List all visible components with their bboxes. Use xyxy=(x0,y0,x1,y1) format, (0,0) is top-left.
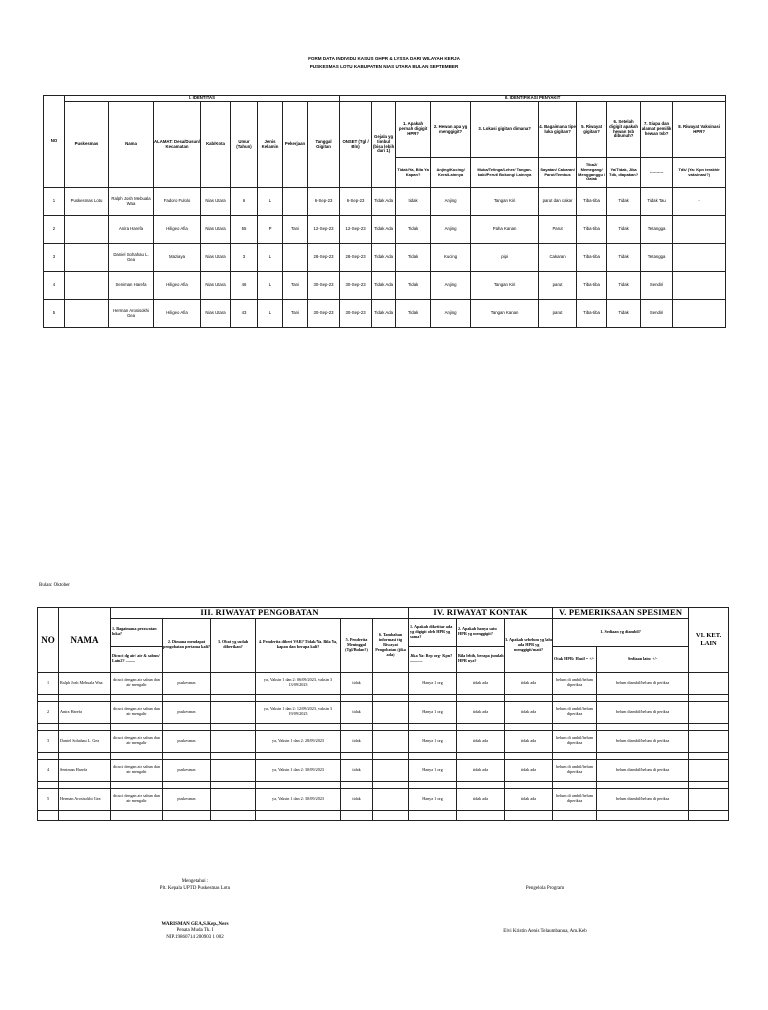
cell-nama: Ralph Josh Mebuala Waa xyxy=(59,672,111,694)
table-row xyxy=(38,672,729,694)
table-row xyxy=(44,188,726,216)
cell-nama: Anira Harefa xyxy=(59,701,111,723)
cell-puskesmas xyxy=(65,244,109,272)
q4-header: 4. Bagaimana tipe luka gigitan? xyxy=(539,102,577,158)
cell-a7: Sendiri xyxy=(641,300,673,328)
treatment-table xyxy=(37,607,729,821)
cell-kontak2: tidak ada xyxy=(457,788,505,810)
q1-sub: Tidak/Ya, Bila Ya Kapan? xyxy=(396,158,431,188)
cell-a5: Tiba-tiba xyxy=(577,300,607,328)
cell-perawatan: dicuci dengan air sabun dan air mengalir xyxy=(111,701,163,723)
cell-kab: Nias Utara xyxy=(201,272,231,300)
cell-ket xyxy=(689,701,729,723)
cell-meninggal: tidak xyxy=(341,759,373,781)
cell-perawatan: dicuci dengan air sabun dan air mengalir xyxy=(111,672,163,694)
sig-right-name: Elvi Kristin Aenis Telaumbanua, Am.Keb xyxy=(503,928,587,934)
cell-ket xyxy=(689,788,729,810)
q5-header: 5. Riwayat gigitan? xyxy=(577,102,607,158)
cell-puskesmas xyxy=(65,216,109,244)
col-umur: Umur (Tahun) xyxy=(231,102,258,188)
cell-nama: Seniman Harefa xyxy=(59,759,111,781)
h1-sub: Dicuci dg air/ air & sabun/ Lain2? ......... xyxy=(111,646,163,672)
cell-kontak2: tidak ada xyxy=(457,730,505,752)
cell-pengobatan: puskesmas xyxy=(163,730,211,752)
table-row xyxy=(44,244,726,272)
p1b-sub: Sediaan lain: +/- xyxy=(597,646,689,672)
cell-no: 2 xyxy=(38,701,59,723)
form-subtitle: PUSKESMAS LOTU KABUPATEN NIAS UTARA BULAN SEPTEMBER xyxy=(309,64,459,69)
cell-jk: L xyxy=(258,300,283,328)
cell-kontak3: tidak ada xyxy=(505,759,553,781)
identity-table xyxy=(43,95,726,328)
cell-tgl: 30-Sep-23 xyxy=(308,300,340,328)
cell-nama: Daniel Sohahau L. Gea xyxy=(59,730,111,752)
cell-kontak2: tidak ada xyxy=(457,759,505,781)
cell-no: 1 xyxy=(44,188,65,216)
cell-kontak2: tidak ada xyxy=(457,672,505,694)
q2-header: 2. Hewan apa yg menggigit? xyxy=(431,102,471,158)
cell-a4: parut xyxy=(539,300,577,328)
cell-tambahan xyxy=(373,788,409,810)
cell-a4: parut dan cakar xyxy=(539,188,577,216)
q1-header: 1. Apakah pernah digigit HPR? xyxy=(396,102,431,158)
q7-header: 7. Siapa dan alamat pemilik hewan tsb? xyxy=(641,102,673,158)
q8-header: 8. Riwayat Vaksinasi HPR? xyxy=(673,102,726,158)
col-onset: ONSET (Tgl / Bln) xyxy=(340,102,372,188)
cell-perawatan: dicuci dengan air sabun dan air mengalir xyxy=(111,730,163,752)
cell-nama: Ralph Josh Mebuala Waa xyxy=(109,188,154,216)
spacer-row xyxy=(38,752,729,759)
cell-nama: Anira Harefa xyxy=(109,216,154,244)
sig-left-rank: Penata Muda Tk. I xyxy=(176,928,214,934)
cell-obat xyxy=(211,730,256,752)
cell-a1: Tidak xyxy=(396,244,431,272)
cell-tambahan xyxy=(373,672,409,694)
cell-a3: Tangan Kiri xyxy=(471,188,539,216)
q4-sub: Sayatan/ Cakaran/ Parut/Tembus xyxy=(539,158,577,188)
cell-nama: Herman Arosisokhi Gea xyxy=(109,300,154,328)
sig-left-name: WARISMAN GEA,S.Kep.,Ners xyxy=(161,921,229,927)
h1-header: 1. Bagaimana perawatan luka? xyxy=(111,618,163,646)
q8-sub: Tdk/ (Ya: Kpn terakhir vaksinasi?) xyxy=(673,158,726,188)
cell-meninggal: tidak xyxy=(341,672,373,694)
sig-left-line1: Mengetahui : xyxy=(181,879,209,884)
col-tgl-gigitan: Tanggal Gigitan xyxy=(308,102,340,188)
cell-perawatan: dicuci dengan air sabun dan air mengalir xyxy=(111,788,163,810)
cell-sediaan-lain: belum diambil/belum di periksa xyxy=(597,730,689,752)
cell-onset: 30-Sep-23 xyxy=(340,272,372,300)
cell-a6: Tidak xyxy=(607,244,641,272)
cell-kontak1: Hanya 1 org xyxy=(409,788,457,810)
cell-a6: Tidak xyxy=(607,272,641,300)
q2-sub: Anjing/Kucing/ Kera/Lainnya xyxy=(431,158,471,188)
cell-a3: Paha Kanan xyxy=(471,216,539,244)
cell-a5: Tiba-tiba xyxy=(577,244,607,272)
table-row xyxy=(44,300,726,328)
cell-a7: Tetangga xyxy=(641,244,673,272)
cell-meninggal: tidak xyxy=(341,730,373,752)
cell-kontak3: tidak ada xyxy=(505,788,553,810)
table-row xyxy=(38,759,729,781)
h6-header: 6. Tambahan informasi ttg Riwayat Pengobatan (jika ada) xyxy=(373,618,409,672)
cell-a5: Tiba-tiba xyxy=(577,272,607,300)
cell-alamat: Fadoro Fulolo xyxy=(154,188,201,216)
cell-a8: - xyxy=(673,188,726,216)
table-row xyxy=(38,730,729,752)
cell-a2: Anjing xyxy=(431,216,471,244)
k2-header: 2. Apakah hanya satu HPR yg menggigit? xyxy=(457,618,505,646)
col-no: NO xyxy=(38,608,59,673)
cell-umur: 46 xyxy=(231,272,258,300)
cell-umur: 6 xyxy=(231,188,258,216)
cell-ket xyxy=(689,672,729,694)
table-row xyxy=(38,788,729,810)
cell-jk: L xyxy=(258,244,283,272)
cell-nama: Herman Arosisokhi Gea xyxy=(59,788,111,810)
cell-no: 3 xyxy=(38,730,59,752)
cell-kontak3: tidak ada xyxy=(505,672,553,694)
cell-obat xyxy=(211,672,256,694)
cell-perawatan: dicuci dengan air sabun dan air mengalir xyxy=(111,759,163,781)
cell-kontak1: Hanya 1 org xyxy=(409,672,457,694)
cell-onset: 12-Sep-23 xyxy=(340,216,372,244)
cell-pengobatan: puskesmas xyxy=(163,788,211,810)
p1-header: 1. Sediaan yg diambil? xyxy=(553,618,689,646)
cell-obat xyxy=(211,788,256,810)
k1-sub: Jika Ya: Brp org- Kpn? ............ xyxy=(409,646,457,672)
cell-nama: Seniman Harefa xyxy=(109,272,154,300)
col-alamat: ALAMAT: Desa/Dusun/ Kecamatan xyxy=(154,102,201,188)
k3-header: 3. Apakah sebelum yg lalu ada HPR yg menggigit/mati? xyxy=(505,618,553,672)
cell-umur: 43 xyxy=(231,300,258,328)
cell-var: ya, Vaksin 1 dan 2: 06/09/2023, vaksin 3 13/09/2023 xyxy=(256,672,341,694)
section-riwayat-kontak: IV. RIWAYAT KONTAK xyxy=(409,608,553,619)
cell-alamat: Hiligeo Afia xyxy=(154,300,201,328)
cell-tambahan xyxy=(373,759,409,781)
cell-kab: Nias Utara xyxy=(201,244,231,272)
cell-kontak2: tidak ada xyxy=(457,701,505,723)
cell-jk: L xyxy=(258,188,283,216)
cell-a3: Tangan Kanan xyxy=(471,300,539,328)
cell-nama: Daniel Sohahau L. Gea xyxy=(109,244,154,272)
cell-kontak3: tidak ada xyxy=(505,701,553,723)
cell-puskesmas: Puskesmas Lotu xyxy=(65,188,109,216)
cell-gejala: Tidak Ada xyxy=(372,272,396,300)
col-nama: NAMA xyxy=(59,608,111,673)
cell-otak-hpr: belum di ambil/belum diperiksa xyxy=(553,701,597,723)
cell-tgl: 6-Sep-23 xyxy=(308,188,340,216)
cell-a7: Tetangga xyxy=(641,216,673,244)
h5-header: 5. Penderita Meninggal (Tgl/Bulan?) xyxy=(341,618,373,672)
col-nama: Nama xyxy=(109,102,154,188)
col-kab: Kab/Kota xyxy=(201,102,231,188)
cell-tambahan xyxy=(373,701,409,723)
cell-jk: L xyxy=(258,272,283,300)
col-jk: Jenis Kelamin xyxy=(258,102,283,188)
h2-header: 2. Dimana mendapat pengobatan pertama kali? xyxy=(163,618,211,672)
cell-pekerjaan: Tani xyxy=(283,300,308,328)
cell-var: ya, Vaksin 1 dan 2: 12/09/2023, vaksin 3 19/09/2023 xyxy=(256,701,341,723)
cell-a7: Tidak Tau xyxy=(641,188,673,216)
spacer-row xyxy=(38,781,729,788)
cell-pengobatan: puskesmas xyxy=(163,701,211,723)
cell-otak-hpr: belum di ambil/belum diperiksa xyxy=(553,672,597,694)
q3-sub: Muka/Telinga/Leher/ Tangan-kaki/Perut/ Bokong/ Lainnya xyxy=(471,158,539,188)
cell-a5: Tiba-tiba xyxy=(577,216,607,244)
sig-right-line1: Pengelola Program xyxy=(525,886,565,891)
cell-a7: Sendiri xyxy=(641,272,673,300)
q5-sub: Tiba2/ Memegang/ Mengganggu / Galak xyxy=(577,158,607,188)
cell-tgl: 12-Sep-23 xyxy=(308,216,340,244)
q6-sub: Ya/Tidak, Jika Tdk, diapakan? xyxy=(607,158,641,188)
cell-onset: 30-Sep-23 xyxy=(340,300,372,328)
cell-a2: Anjing xyxy=(431,300,471,328)
form-title: FORM DATA INDIVIDU KASUS GHPR & LYSSA DARI WILAYAH KERJA xyxy=(308,56,460,61)
cell-pekerjaan: Tani xyxy=(283,216,308,244)
cell-gejala: Tidak Ada xyxy=(372,216,396,244)
cell-a3: Tangan Kiri xyxy=(471,272,539,300)
cell-jk: P xyxy=(258,216,283,244)
cell-no: 5 xyxy=(38,788,59,810)
cell-ket xyxy=(689,759,729,781)
cell-no: 3 xyxy=(44,244,65,272)
cell-umur: 55 xyxy=(231,216,258,244)
cell-pekerjaan xyxy=(283,188,308,216)
cell-no: 4 xyxy=(44,272,65,300)
cell-kab: Nias Utara xyxy=(201,188,231,216)
cell-sediaan-lain: belum diambil/belum di periksa xyxy=(597,701,689,723)
table-row xyxy=(44,216,726,244)
cell-pengobatan: puskesmas xyxy=(163,672,211,694)
k1-header: 1. Apakah diketitar ada yg digigit oleh HPR yg sama? xyxy=(409,618,457,646)
cell-a4: parut xyxy=(539,272,577,300)
cell-var: ya, Vaksin 1 dan 2: 28/09/2023 xyxy=(256,730,341,752)
section-riwayat-pengobatan: III. RIWAYAT PENGOBATAN xyxy=(111,608,409,619)
cell-tgl: 30-Sep-23 xyxy=(308,272,340,300)
cell-a1: Tidak xyxy=(396,216,431,244)
table-row xyxy=(38,701,729,723)
cell-a1: Tidak xyxy=(396,300,431,328)
signature-right xyxy=(470,886,620,936)
cell-tambahan xyxy=(373,730,409,752)
spacer-row xyxy=(38,723,729,730)
cell-a8 xyxy=(673,300,726,328)
h3-header: 3. Obat yg sudah diberikan? xyxy=(211,618,256,672)
cell-a4: Parut xyxy=(539,216,577,244)
cell-no: 1 xyxy=(38,672,59,694)
cell-var: ya, Vaksin 1 dan 2: 30/09/2023 xyxy=(256,759,341,781)
col-puskesmas: Puskesmas xyxy=(65,102,109,188)
cell-onset: 28-Sep-23 xyxy=(340,244,372,272)
q3-header: 3. Lokasi gigitan dimana? xyxy=(471,102,539,158)
cell-a2: Anjing xyxy=(431,272,471,300)
cell-a6: Tidak xyxy=(607,188,641,216)
group-penyakit: II. IDENTIFIKASI PENYAKIT xyxy=(340,96,726,102)
cell-a6: Tidak xyxy=(607,300,641,328)
cell-a8 xyxy=(673,272,726,300)
cell-meninggal: tidak xyxy=(341,788,373,810)
cell-a5: Tiba-tiba xyxy=(577,188,607,216)
cell-a6: Tidak xyxy=(607,216,641,244)
cell-a1: tidak xyxy=(396,188,431,216)
cell-obat xyxy=(211,701,256,723)
h4-header: 4. Penderita diberi VAR? Tidak/Ya. Bila Ya, kapan dan berapa kali? xyxy=(256,618,341,672)
cell-kab: Nias Utara xyxy=(201,300,231,328)
cell-onset: 6-Sep-23 xyxy=(340,188,372,216)
cell-no: 4 xyxy=(38,759,59,781)
cell-alamat: Hiligeo Afia xyxy=(154,272,201,300)
cell-gejala: Tidak Ada xyxy=(372,244,396,272)
cell-sediaan-lain: belum diambil/belum di periksa xyxy=(597,759,689,781)
cell-a3: pipi xyxy=(471,244,539,272)
col-pekerjaan: Pekerjaan xyxy=(283,102,308,188)
cell-a2: Kucing xyxy=(431,244,471,272)
cell-obat xyxy=(211,759,256,781)
cell-kontak1: Hanya 1 org xyxy=(409,759,457,781)
group-identitas: I. IDENTITAS xyxy=(65,96,340,102)
cell-kontak1: Hanya 1 org xyxy=(409,701,457,723)
cell-sediaan-lain: belum diambil/belum di periksa xyxy=(597,672,689,694)
cell-umur: 3 xyxy=(231,244,258,272)
col-gejala: Gejala yg timbul (bisa lebih dari 1) xyxy=(372,102,396,188)
sig-left-line2: Plt. Kepala UPTD Puskesmas Lotu xyxy=(159,885,231,891)
cell-tgl: 28-Sep-23 xyxy=(308,244,340,272)
cell-alamat: Hiligeo Afia xyxy=(154,216,201,244)
cell-kontak1: Hanya 1 org xyxy=(409,730,457,752)
cell-puskesmas xyxy=(65,272,109,300)
section-pemeriksaan-spesimen: V. PEMERIKSAAN SPESIMEN xyxy=(553,608,689,619)
cell-no: 2 xyxy=(44,216,65,244)
bulan-label: Bulan: Oktober xyxy=(39,583,70,588)
cell-otak-hpr: belum di ambil/belum diperiksa xyxy=(553,730,597,752)
cell-otak-hpr: belum di ambil/belum diperiksa xyxy=(553,759,597,781)
cell-pekerjaan: Tani xyxy=(283,272,308,300)
q6-header: 6. Setelah digigit apakah hewan tsb dibunuh? xyxy=(607,102,641,158)
cell-alamat: Maziaya xyxy=(154,244,201,272)
cell-otak-hpr: belum di ambil/belum diperiksa xyxy=(553,788,597,810)
col-no: NO xyxy=(44,96,65,188)
signature-left xyxy=(120,879,270,942)
q7-sub: ---------- xyxy=(641,158,673,188)
cell-pekerjaan xyxy=(283,244,308,272)
spacer-row xyxy=(38,810,729,820)
cell-gejala: Tidak Ada xyxy=(372,300,396,328)
cell-a8 xyxy=(673,244,726,272)
spacer-row xyxy=(38,694,729,701)
cell-puskesmas xyxy=(65,300,109,328)
cell-a1: Tidak xyxy=(396,272,431,300)
k2-sub: Bila lebih, berapa jumlah HPR nya? xyxy=(457,646,505,672)
cell-a2: Anjing xyxy=(431,188,471,216)
section-ket-lain: VI. KET. LAIN xyxy=(689,608,729,673)
cell-kontak3: tidak ada xyxy=(505,730,553,752)
table-row xyxy=(44,272,726,300)
cell-kab: Nias Utara xyxy=(201,216,231,244)
cell-ket xyxy=(689,730,729,752)
cell-pengobatan: puskesmas xyxy=(163,759,211,781)
cell-sediaan-lain: belum diambil/belum di periksa xyxy=(597,788,689,810)
cell-a8 xyxy=(673,216,726,244)
cell-no: 5 xyxy=(44,300,65,328)
cell-a4: Cakaran xyxy=(539,244,577,272)
cell-meninggal: tidak xyxy=(341,701,373,723)
sig-left-nip: NIP.19860714 200903 1 002 xyxy=(166,935,224,940)
cell-gejala: Tidak Ada xyxy=(372,188,396,216)
cell-var: ya, Vaksin 1 dan 2: 30/09/2023 xyxy=(256,788,341,810)
p1a-sub: Otak HPR: Hasil = +/- xyxy=(553,646,597,672)
